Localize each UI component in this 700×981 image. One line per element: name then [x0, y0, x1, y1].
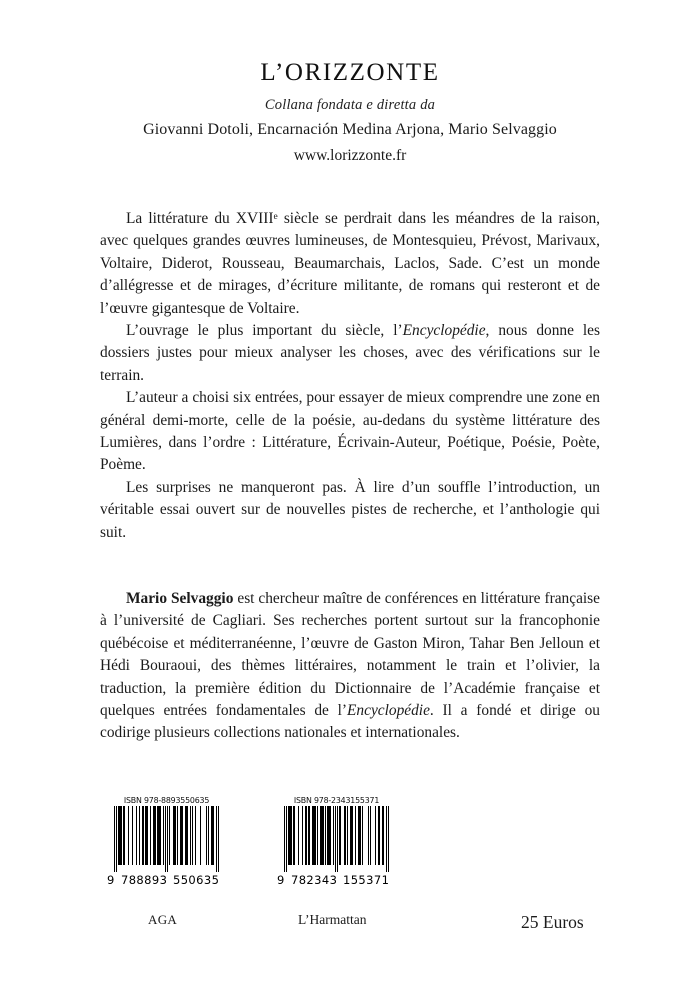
blurb-paragraph-2: [100, 320, 600, 387]
price: 25 Euros: [521, 912, 584, 932]
blurb-p2-part2: , nous donne les dossiers justes pour mieux analyser les choses, avec des vérifications sur le terrain.: [100, 322, 600, 384]
ean-right-group-left: 550635: [173, 873, 220, 887]
ean-left-group-right: 782343: [291, 873, 338, 887]
blurb-p1-part1: La littérature du XVIII: [126, 210, 274, 227]
isbn-label-left: ISBN 978-8893550635: [123, 795, 210, 805]
publisher-harmattan: L’Harmattan: [298, 912, 367, 927]
blurb-p1-part2: siècle se perdrait dans les méandres de la raison, avec quelques grandes œuvres lumineuses, de Montesquieu, Prévost, Marivaux, Voltaire, Diderot, Rousseau, Beaumarchais, Laclos, Sade. C’est un monde d’allégresse et de mirages, d’écriture militante, de romans qui resteront et de l’œuvre gigantesque de Voltaire.: [100, 210, 600, 317]
ean-digits-right: [277, 873, 396, 887]
blurb-paragraph-3: L’auteur a choisi six entrées, pour essayer de mieux comprendre une zone en général demi-morte, celle de la poésie, au-dedans du système littérature des Lumières, dans l’ordre : Littérature, Écrivain-Auteur, Poétique, Poésie, Poète, Poème.: [100, 389, 600, 474]
isbn-label-right: ISBN 978-2343155371: [293, 795, 380, 805]
barcode-area: [0, 795, 700, 915]
footer-row: [0, 912, 700, 940]
author-bio: [100, 588, 600, 745]
barcode-bars-left: [114, 806, 219, 872]
blurb-p2-part1: L’ouvrage le plus important du siècle, l’: [126, 322, 403, 340]
bio-part1: est chercheur maître de conférences en littérature française à l’université de Cagliari. Ses recherches portent surtout sur la francophonie québécoise et méditerranéenne, l’œuvre de Gaston Miron, Tahar Ben Jelloun et Hédi Bouraoui, des thèmes littéraires, notamment le train et l’olivier, la traduction, la première édition du Dictionnaire de l’Académie française et quelques entrées fondamentales de l’: [100, 590, 600, 720]
barcode-isbn-harmattan: [277, 795, 396, 887]
series-website: www.lorizzonte.fr: [293, 146, 407, 164]
ean-lead-digit-left: 9: [107, 873, 115, 887]
series-title: L’ORIZZONTE: [260, 59, 440, 86]
publisher-aga: AGA: [148, 912, 178, 927]
series-directors: Giovanni Dotoli, Encarnación Medina Arjona, Mario Selvaggio: [143, 120, 557, 138]
series-header: [0, 58, 700, 165]
series-subtitle: Collana fondata e diretta da: [264, 96, 436, 113]
ean-digits-left: [107, 873, 226, 887]
bio-author-name: Mario Selvaggio: [126, 590, 234, 607]
blurb-text: [100, 208, 600, 544]
century-superscript: e: [273, 210, 278, 222]
bio-part2: . Il a fondé et dirige ou codirige plusieurs collections nationales et internationales.: [100, 702, 600, 742]
barcode-bars-right: [284, 806, 389, 872]
blurb-paragraph-4: Les surprises ne manqueront pas. À lire d’un souffle l’introduction, un véritable essai ouvert sur de nouvelles pistes de recherche, et l’anthologie qui suit.: [100, 478, 600, 541]
ean-right-group-right: 155371: [343, 873, 390, 887]
ean-lead-digit-right: 9: [277, 873, 285, 887]
barcode-isbn-aga: [107, 795, 226, 887]
blurb-paragraph-1: [100, 208, 600, 320]
ean-left-group-left: 788893: [121, 873, 168, 887]
bio-encyclopedie-title: Encyclopédie: [347, 702, 430, 720]
bio-paragraph: [100, 588, 600, 745]
blurb-p2-title: Encyclopédie: [402, 322, 486, 340]
